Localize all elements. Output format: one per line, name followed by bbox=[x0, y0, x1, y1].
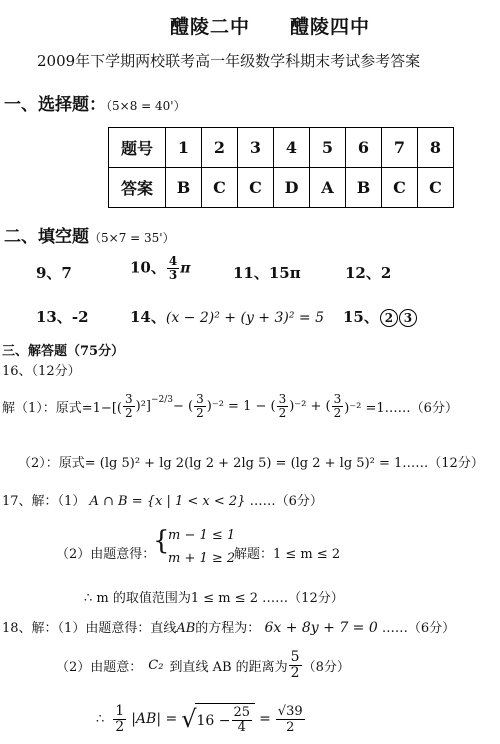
document-title: 醴陵二中 醴陵四中 bbox=[170, 16, 371, 38]
q18-part1 bbox=[2, 617, 455, 636]
q17-part1-suffix: ……（6分） bbox=[249, 494, 323, 509]
fraction-denominator: 2 bbox=[115, 718, 125, 735]
fraction-numerator: 25 bbox=[233, 705, 251, 720]
fraction bbox=[194, 393, 206, 420]
q18-part1-mid: 的方程为： bbox=[195, 621, 261, 636]
fraction bbox=[332, 393, 344, 420]
q16-part1 bbox=[2, 393, 458, 420]
exponent: −2/3 bbox=[150, 394, 174, 405]
q16-part1-rest: )⁻² = 1 − ( bbox=[206, 399, 276, 414]
question-number-cell: 4 bbox=[274, 128, 310, 168]
system-inequality-2: m + 1 ≥ 2 bbox=[168, 551, 236, 566]
q18-part1-prefix: 18、解：（1）由题意得：直线 bbox=[2, 621, 177, 636]
pi-symbol: π bbox=[180, 260, 191, 277]
section-2-heading: 二、填空题 bbox=[4, 227, 89, 247]
fill-answer-10-label: 10、 bbox=[130, 258, 166, 277]
set-intersection-expression: A ∩ B = {x | 1 < x < 2} bbox=[89, 494, 246, 509]
q17-part1-prefix: 17、解：（1） bbox=[2, 494, 86, 509]
fraction bbox=[276, 704, 305, 735]
q18-part2 bbox=[56, 650, 350, 681]
fraction bbox=[277, 393, 289, 420]
fraction-denominator: 2 bbox=[290, 665, 300, 681]
equals-sign: = bbox=[259, 711, 271, 727]
circled-number: 2 bbox=[380, 309, 398, 327]
q18-part2-suffix: （8分） bbox=[302, 660, 350, 675]
section-2-heading-row bbox=[4, 222, 175, 247]
section-3-heading: 三、解答题（75分） bbox=[2, 344, 125, 359]
fill-answer-15-label: 15、 bbox=[343, 308, 379, 326]
q16-part1-rest: − ( bbox=[173, 399, 194, 414]
fraction-numerator: 5 bbox=[290, 649, 300, 665]
circle-equation: (x − 2)² + (y + 3)² = 5 bbox=[165, 310, 324, 326]
system-inequality-1: m − 1 ≤ 1 bbox=[168, 528, 236, 543]
fraction-denominator: 2 bbox=[196, 406, 204, 420]
line-name: AB bbox=[176, 621, 196, 636]
line-equation: 6x + 8y + 7 = 0 bbox=[264, 620, 378, 636]
fraction-denominator: 2 bbox=[278, 406, 287, 420]
segment-length: |AB| = bbox=[131, 711, 178, 727]
answer-cell: D bbox=[274, 168, 310, 208]
fraction-numerator: 3 bbox=[333, 392, 342, 406]
answer-cell: C bbox=[382, 168, 418, 208]
q16-part1-rest: )⁻² =1……（6分） bbox=[344, 401, 458, 416]
fill-answer-10 bbox=[130, 255, 190, 282]
document-subtitle: 2009年下学期两校联考高一年级数学科期末考试参考答案 bbox=[37, 52, 421, 70]
fraction bbox=[113, 704, 126, 735]
answer-cell: C bbox=[418, 168, 454, 208]
fill-answer-9: 9、7 bbox=[36, 264, 72, 282]
answer-cell: C bbox=[238, 168, 274, 208]
fraction-numerator: 1 bbox=[115, 702, 125, 719]
question-number-cell: 7 bbox=[382, 128, 418, 168]
answer-cell: B bbox=[346, 168, 382, 208]
fill-answer-11: 11、15π bbox=[233, 264, 301, 282]
answer-cell: C bbox=[202, 168, 238, 208]
section-1-score: （5×8 = 40'） bbox=[106, 99, 186, 113]
fill-answer-14-label: 14、 bbox=[130, 308, 166, 326]
row-label-question-number: 题号 bbox=[109, 128, 166, 168]
q18-part2-prefix: （2）由题意： bbox=[56, 660, 143, 675]
answer-cell: B bbox=[166, 168, 202, 208]
fraction-numerator: 3 bbox=[196, 392, 204, 406]
section-1-heading: 一、选择题： bbox=[4, 95, 106, 115]
fraction bbox=[289, 650, 302, 681]
fraction-denominator: 2 bbox=[286, 719, 295, 735]
question-number-cell: 8 bbox=[418, 128, 454, 168]
fraction bbox=[232, 706, 253, 735]
brace-icon: { bbox=[153, 526, 170, 556]
section-2-score: （5×7 = 35'） bbox=[89, 231, 175, 245]
q17-part2-prefix: （2）由题意得： bbox=[56, 547, 156, 562]
fraction-denominator: 2 bbox=[333, 406, 342, 420]
q18-part3 bbox=[96, 703, 306, 735]
circled-number: 3 bbox=[399, 309, 417, 327]
question-number-cell: 5 bbox=[310, 128, 346, 168]
fraction-numerator: 4 bbox=[168, 254, 178, 268]
fraction-numerator: √39 bbox=[277, 703, 303, 719]
question-number-cell: 6 bbox=[346, 128, 382, 168]
fraction bbox=[167, 255, 179, 282]
circle-name: C₂ bbox=[148, 658, 164, 673]
question-number-cell: 1 bbox=[166, 128, 202, 168]
fill-answer-12: 12、2 bbox=[345, 264, 392, 282]
sqrt-icon: √ bbox=[181, 705, 197, 733]
q16-part2: （2）：原式= (lg 5)² + lg 2(lg 2 + 2lg 5) = (lg 2 + lg 5)² = 1……（12分） bbox=[18, 456, 484, 471]
q18-part1-suffix: ……（6分） bbox=[381, 621, 456, 636]
fill-answer-15 bbox=[343, 306, 417, 327]
q16-label: 16、（12分） bbox=[2, 364, 81, 379]
fraction-numerator: 3 bbox=[278, 392, 287, 406]
fraction bbox=[123, 393, 135, 420]
row-label-answer: 答案 bbox=[109, 168, 166, 208]
fraction-denominator: 2 bbox=[124, 406, 133, 420]
answer-table-row-answers bbox=[109, 168, 454, 208]
q17-part3: ∴ m 的取值范围为1 ≤ m ≤ 2 ……（12分） bbox=[84, 591, 344, 606]
answer-table-row-numbers bbox=[109, 128, 454, 168]
radicand-text: 16 − bbox=[196, 712, 231, 729]
sqrt-radicand bbox=[195, 703, 256, 735]
q18-part2-mid: 到直线 AB 的距离为 bbox=[169, 660, 288, 675]
section-1-heading-row bbox=[4, 90, 186, 115]
fraction-denominator: 3 bbox=[168, 268, 178, 282]
q17-part2-solve: 解题：1 ≤ m ≤ 2 bbox=[234, 547, 341, 562]
fraction-numerator: 3 bbox=[124, 392, 133, 406]
q16-part1-prefix: 解（1）：原式=1−[( bbox=[2, 401, 122, 416]
fraction-denominator: 4 bbox=[237, 720, 246, 735]
fill-answer-13: 13、-2 bbox=[36, 308, 89, 326]
q17-part1 bbox=[2, 490, 323, 509]
answer-cell: A bbox=[310, 168, 346, 208]
answer-table bbox=[108, 127, 454, 208]
question-number-cell: 3 bbox=[238, 128, 274, 168]
fill-answer-14 bbox=[130, 306, 324, 327]
therefore-symbol: ∴ bbox=[96, 711, 105, 727]
q16-part1-mid: )²] bbox=[135, 399, 151, 414]
q16-part1-rest: )⁻² + ( bbox=[289, 399, 331, 414]
question-number-cell: 2 bbox=[202, 128, 238, 168]
